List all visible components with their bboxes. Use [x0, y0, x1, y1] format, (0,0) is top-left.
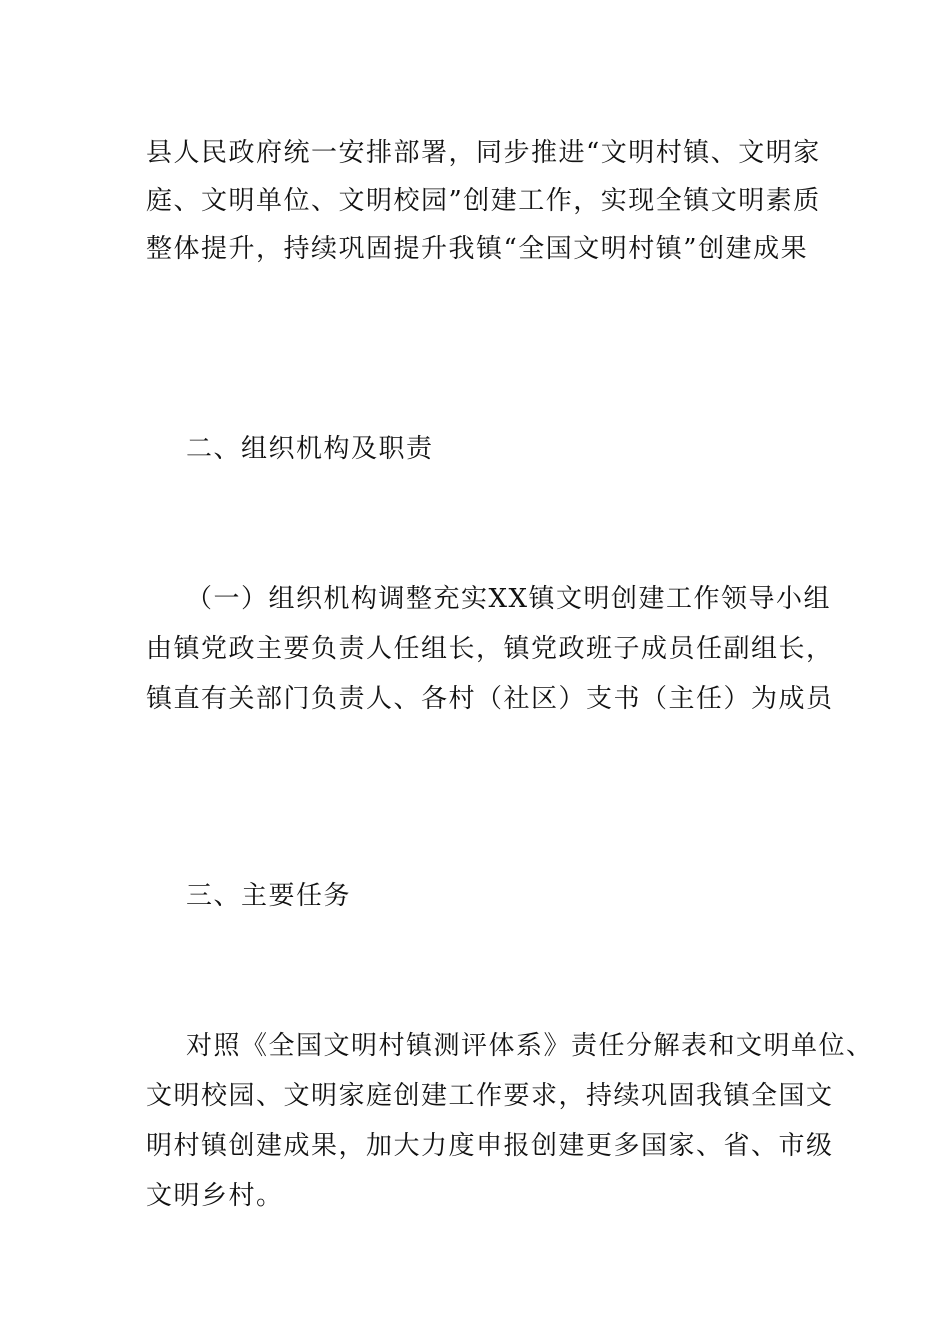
- paragraph-1-line-3: 整体提升，持续巩固提升我镇“全国文明村镇”创建成果: [146, 234, 809, 264]
- section-heading-3: 三、主要任务: [186, 881, 352, 911]
- paragraph-3-line-3: 明村镇创建成果，加大力度申报创建更多国家、省、市级: [146, 1131, 834, 1161]
- paragraph-1-line-2: 庭、文明单位、文明校园”创建工作，实现全镇文明素质: [146, 186, 821, 216]
- paragraph-3-line-1: 对照《全国文明村镇测评体系》责任分解表和文明单位、: [186, 1031, 874, 1061]
- paragraph-2-line-3: 镇直有关部门负责人、各村（社区）支书（主任）为成员: [146, 684, 834, 714]
- paragraph-2-line-1: （一）组织机构调整充实XX镇文明创建工作领导小组: [186, 584, 832, 614]
- paragraph-1-line-1: 县人民政府统一安排部署，同步推进“文明村镇、文明家: [146, 138, 821, 168]
- paragraph-3-line-2: 文明校园、文明家庭创建工作要求，持续巩固我镇全国文: [146, 1081, 834, 1111]
- paragraph-3-line-4: 文明乡村。: [146, 1181, 284, 1211]
- paragraph-2-line-2: 由镇党政主要负责人任组长，镇党政班子成员任副组长，: [146, 634, 834, 664]
- section-heading-2: 二、组织机构及职责: [186, 434, 434, 464]
